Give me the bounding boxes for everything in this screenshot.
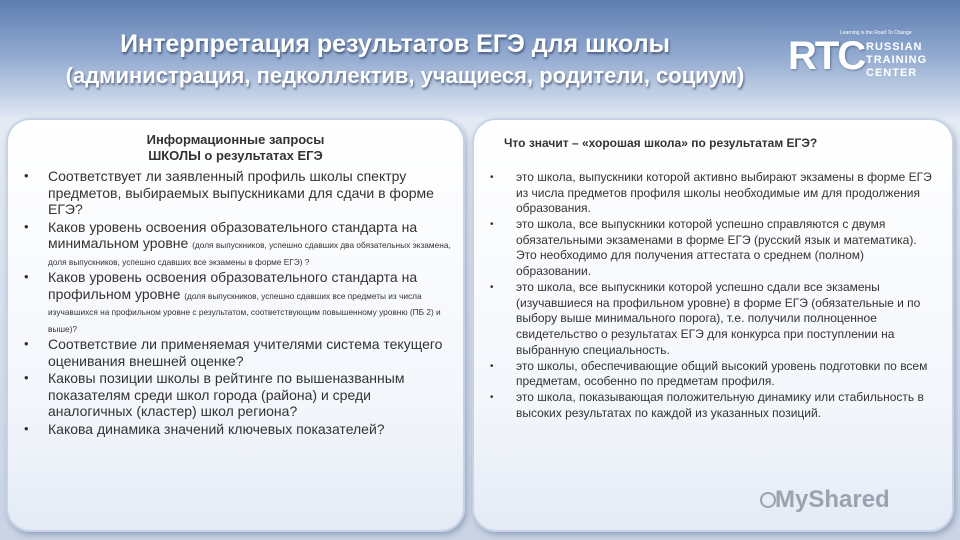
logo-word: RUSSIAN: [866, 41, 923, 53]
item-text: Каков уровень освоения образовательного стандарта на профильном уровне: [48, 269, 418, 302]
list-item: • это школа, все выпускники которой успешно справляются с двумя обязательными экзаменами в форме ЕГЭ (русский язык и математика). Это необходимо для получения аттестата о среднем (полном) образовании.: [490, 217, 940, 279]
item-text: Какова динамика значений ключевых показателей?: [48, 420, 385, 437]
left-heading-line1: Информационные запросы: [146, 132, 325, 147]
slide-subtitle: (администрация, педколлектив, учащиеся, родители, социум): [65, 63, 745, 88]
item-note: (доля выпускников, успешно сдавших все предметы из числа изучавшихся на профильном уровне с результатом, соответствующим повышенному уровню (ПБ 2) и выше)?: [48, 290, 441, 334]
list-item: • это школа, показывающая положительную динамику или стабильность в высоких результатах по каждой из указанных позиций.: [490, 390, 940, 421]
slide-title: Интерпретация результатов ЕГЭ для школы: [120, 30, 670, 58]
logo-word: CENTER: [866, 67, 918, 79]
school-requests-list: [22, 168, 453, 438]
list-item: • это школа, выпускники которой активно выбирают экзамены в форме ЕГЭ из числа предметов профиля школы необходимые им для продолжения образования.: [490, 170, 940, 217]
list-item: [22, 219, 453, 269]
list-item: [22, 269, 453, 335]
list-item: [22, 168, 453, 218]
logo-word: TRAINING: [866, 54, 928, 66]
item-text: Каковы позиции школы в рейтинге по вышеназванным показателям среди школ города (района) и среди аналогичных (кластер) школ региона?: [48, 370, 405, 419]
list-item: [22, 336, 453, 369]
good-school-list: [490, 170, 940, 422]
rtc-logo: [788, 28, 938, 90]
item-text: Соответствие ли применяемая учителями система текущего оценивания внешней оценке?: [48, 336, 443, 369]
list-item: • это школы, обеспечивающие общий высокий уровень подготовки по всем предметам, особенно по предметам профиля.: [490, 359, 940, 390]
header-banner: [0, 0, 960, 118]
logo-words: [866, 41, 927, 80]
item-text: Соответствует ли заявленный профиль школы спектру предметов, выбираемых выпускниками для сдачи в форме ЕГЭ?: [48, 168, 434, 217]
list-item: [22, 370, 453, 420]
left-heading-line2: ШКОЛЫ о результатах ЕГЭ: [148, 148, 323, 163]
list-item: [22, 421, 453, 438]
good-school-panel: [472, 118, 954, 532]
watermark: MyShared: [775, 486, 890, 513]
item-note: (доля выпускников, успешно сдавших два обязательных экзамена, доля выпускников, успешно сдавших все экзамены в форме ЕГЭ) ?: [48, 240, 451, 267]
watermark-icon: [760, 492, 776, 508]
right-panel-heading: Что значит – «хорошая школа» по результатам ЕГЭ?: [504, 136, 818, 150]
logo-mark: RTC: [788, 34, 865, 78]
logo-tagline: Learning is the Road To Change: [840, 30, 912, 36]
left-panel-heading: [8, 132, 463, 164]
list-item: • это школа, все выпускники которой успешно сдали все экзамены (изучавшиеся на профильном уровне) в форме ЕГЭ (обязательные и по выбору выше минимального порога), т.е. получили полноценное свидетельство о результатах ЕГЭ для конкурса при поступлении на выбранную специальность.: [490, 280, 940, 358]
item-text: Каков уровень освоения образовательного стандарта на минимальном уровне: [48, 218, 418, 251]
school-requests-panel: [6, 118, 465, 532]
